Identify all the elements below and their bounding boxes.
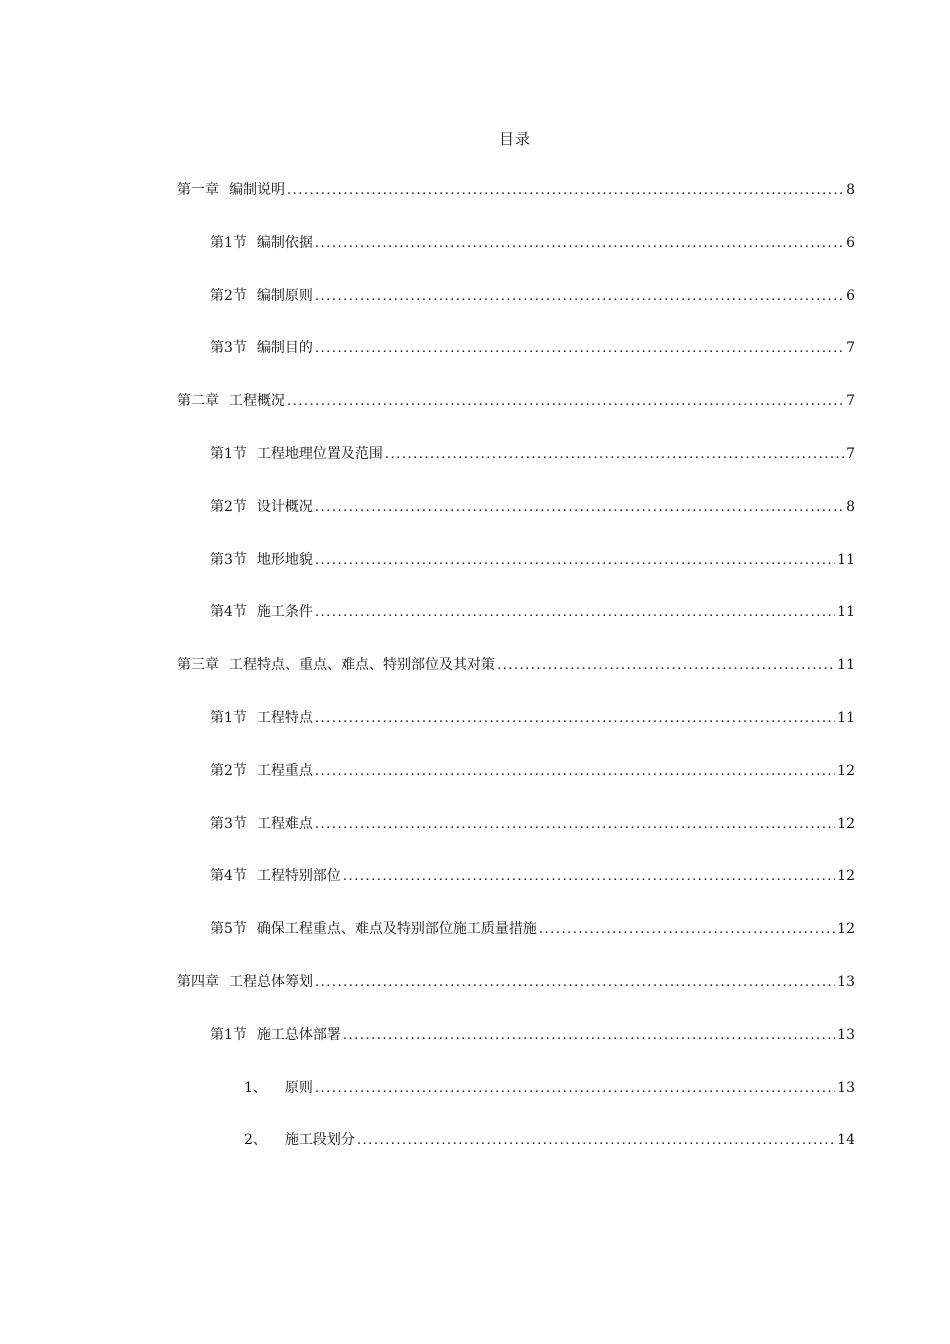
- toc-entry-number: 第四章: [177, 973, 219, 990]
- toc-entry-title: 工程重点: [256, 762, 313, 779]
- toc-leader-dots: [287, 183, 844, 198]
- toc-entry-number: 第1节: [210, 1026, 247, 1043]
- toc-entry-number: 第4节: [210, 868, 247, 885]
- toc-entry-title: 工程特点: [256, 709, 313, 726]
- toc-entry-title: 工程地理位置及范围: [256, 445, 383, 462]
- toc-leader-dots: [315, 817, 835, 832]
- toc-entry[interactable]: [177, 601, 855, 654]
- toc-entry[interactable]: [177, 179, 855, 232]
- toc-entry-number: 第1节: [210, 234, 247, 251]
- toc-entry-page: 7: [846, 445, 855, 462]
- toc-entry-title: 施工总体部署: [256, 1026, 341, 1043]
- toc-entry-page: 13: [837, 1026, 855, 1043]
- toc-entry-title: 地形地貌: [256, 551, 313, 568]
- toc-entry[interactable]: [177, 813, 855, 866]
- toc-entry-title: 设计概况: [256, 498, 313, 515]
- toc-entry[interactable]: [177, 232, 855, 285]
- toc-entry-number: 1、: [244, 1079, 267, 1096]
- toc-entry-page: 8: [846, 182, 855, 198]
- toc-leader-dots: [539, 922, 835, 937]
- toc-leader-dots: [315, 289, 844, 304]
- toc-entry-number: 第3节: [210, 815, 247, 832]
- toc-entry-title: 工程难点: [256, 815, 313, 832]
- toc-entry-number: 2、: [244, 1132, 267, 1149]
- toc-entry-title: 编制目的: [256, 340, 313, 357]
- toc-entry[interactable]: [177, 1077, 855, 1130]
- toc-entry-title: 工程总体筹划: [229, 973, 313, 990]
- toc-entry-page: 7: [846, 393, 855, 410]
- toc-entry-number: 第2节: [210, 287, 247, 304]
- toc-entry[interactable]: [177, 496, 855, 549]
- toc-leader-dots: [497, 658, 835, 673]
- toc-entry-title: 施工段划分: [284, 1132, 355, 1149]
- toc-entry-title: 编制原则: [256, 287, 313, 304]
- toc-leader-dots: [315, 500, 844, 515]
- toc-entry-page: 11: [837, 551, 855, 568]
- toc-entry-page: 12: [837, 815, 855, 832]
- toc-entry-number: 第1节: [210, 709, 247, 726]
- toc-entry-page: 6: [846, 287, 855, 304]
- toc-entry[interactable]: [177, 1024, 855, 1077]
- toc-leader-dots: [287, 394, 844, 409]
- toc-leader-dots: [315, 553, 835, 568]
- toc-entry-page: 13: [837, 973, 855, 990]
- toc-entry-page: 13: [837, 1079, 855, 1096]
- toc-entry[interactable]: [177, 285, 855, 338]
- toc-leader-dots: [315, 605, 835, 620]
- toc-entry-title: 工程概况: [229, 393, 285, 410]
- toc-entry-title: 编制依据: [256, 234, 313, 251]
- toc-entry-number: 第4节: [210, 604, 247, 621]
- toc-entry-page: 14: [837, 1132, 855, 1149]
- toc-leader-dots: [343, 869, 835, 884]
- toc-entry[interactable]: [177, 390, 855, 443]
- toc-entry-number: 第3节: [210, 340, 247, 357]
- toc-entry[interactable]: [177, 707, 855, 760]
- toc-entry[interactable]: [177, 549, 855, 602]
- toc-entry-page: 11: [837, 604, 855, 621]
- toc-entry[interactable]: [177, 971, 855, 1024]
- toc-entry-page: 11: [837, 657, 855, 674]
- toc-entry[interactable]: [177, 654, 855, 707]
- toc-entry-number: 第2节: [210, 498, 247, 515]
- toc-entry-page: 11: [837, 709, 855, 726]
- toc-entry-page: 6: [846, 234, 855, 251]
- toc-entry-title: 工程特点、重点、难点、特别部位及其对策: [229, 657, 495, 674]
- toc-leader-dots: [315, 764, 835, 779]
- toc-entry-title: 工程特别部位: [256, 868, 341, 885]
- toc-entry-title: 施工条件: [256, 604, 313, 621]
- toc-entry-number: 第5节: [210, 921, 247, 938]
- toc-leader-dots: [315, 711, 835, 726]
- toc-entry-number: 第一章: [177, 182, 219, 198]
- toc-leader-dots: [385, 447, 844, 462]
- toc-entry-title: 确保工程重点、难点及特别部位施工质量措施: [256, 921, 537, 938]
- toc-title: 目录: [498, 130, 531, 148]
- toc-entry-number: 第二章: [177, 393, 219, 410]
- toc-entry[interactable]: [177, 1129, 855, 1182]
- toc-entry-number: 第三章: [177, 657, 219, 674]
- toc-entry-title: 编制说明: [229, 182, 285, 198]
- toc-entry-number: 第2节: [210, 762, 247, 779]
- toc-leader-dots: [315, 341, 844, 356]
- toc-entry-page: 12: [837, 868, 855, 885]
- toc-leader-dots: [357, 1133, 835, 1148]
- toc-entry-number: 第3节: [210, 551, 247, 568]
- toc-leader-dots: [315, 1081, 835, 1096]
- toc-entry-page: 8: [846, 498, 855, 515]
- toc-entry-title: 原则: [284, 1079, 313, 1096]
- toc-entry[interactable]: [177, 865, 855, 918]
- toc-list: [177, 179, 855, 1182]
- toc-entry-page: 12: [837, 921, 855, 938]
- toc-entry-number: 第1节: [210, 445, 247, 462]
- toc-entry-page: 12: [837, 762, 855, 779]
- toc-leader-dots: [315, 236, 844, 251]
- toc-entry[interactable]: [177, 337, 855, 390]
- toc-leader-dots: [343, 1028, 835, 1043]
- toc-entry-page: 7: [846, 340, 855, 357]
- toc-entry[interactable]: [177, 760, 855, 813]
- toc-entry[interactable]: [177, 918, 855, 971]
- toc-leader-dots: [315, 975, 835, 990]
- toc-entry[interactable]: [177, 443, 855, 496]
